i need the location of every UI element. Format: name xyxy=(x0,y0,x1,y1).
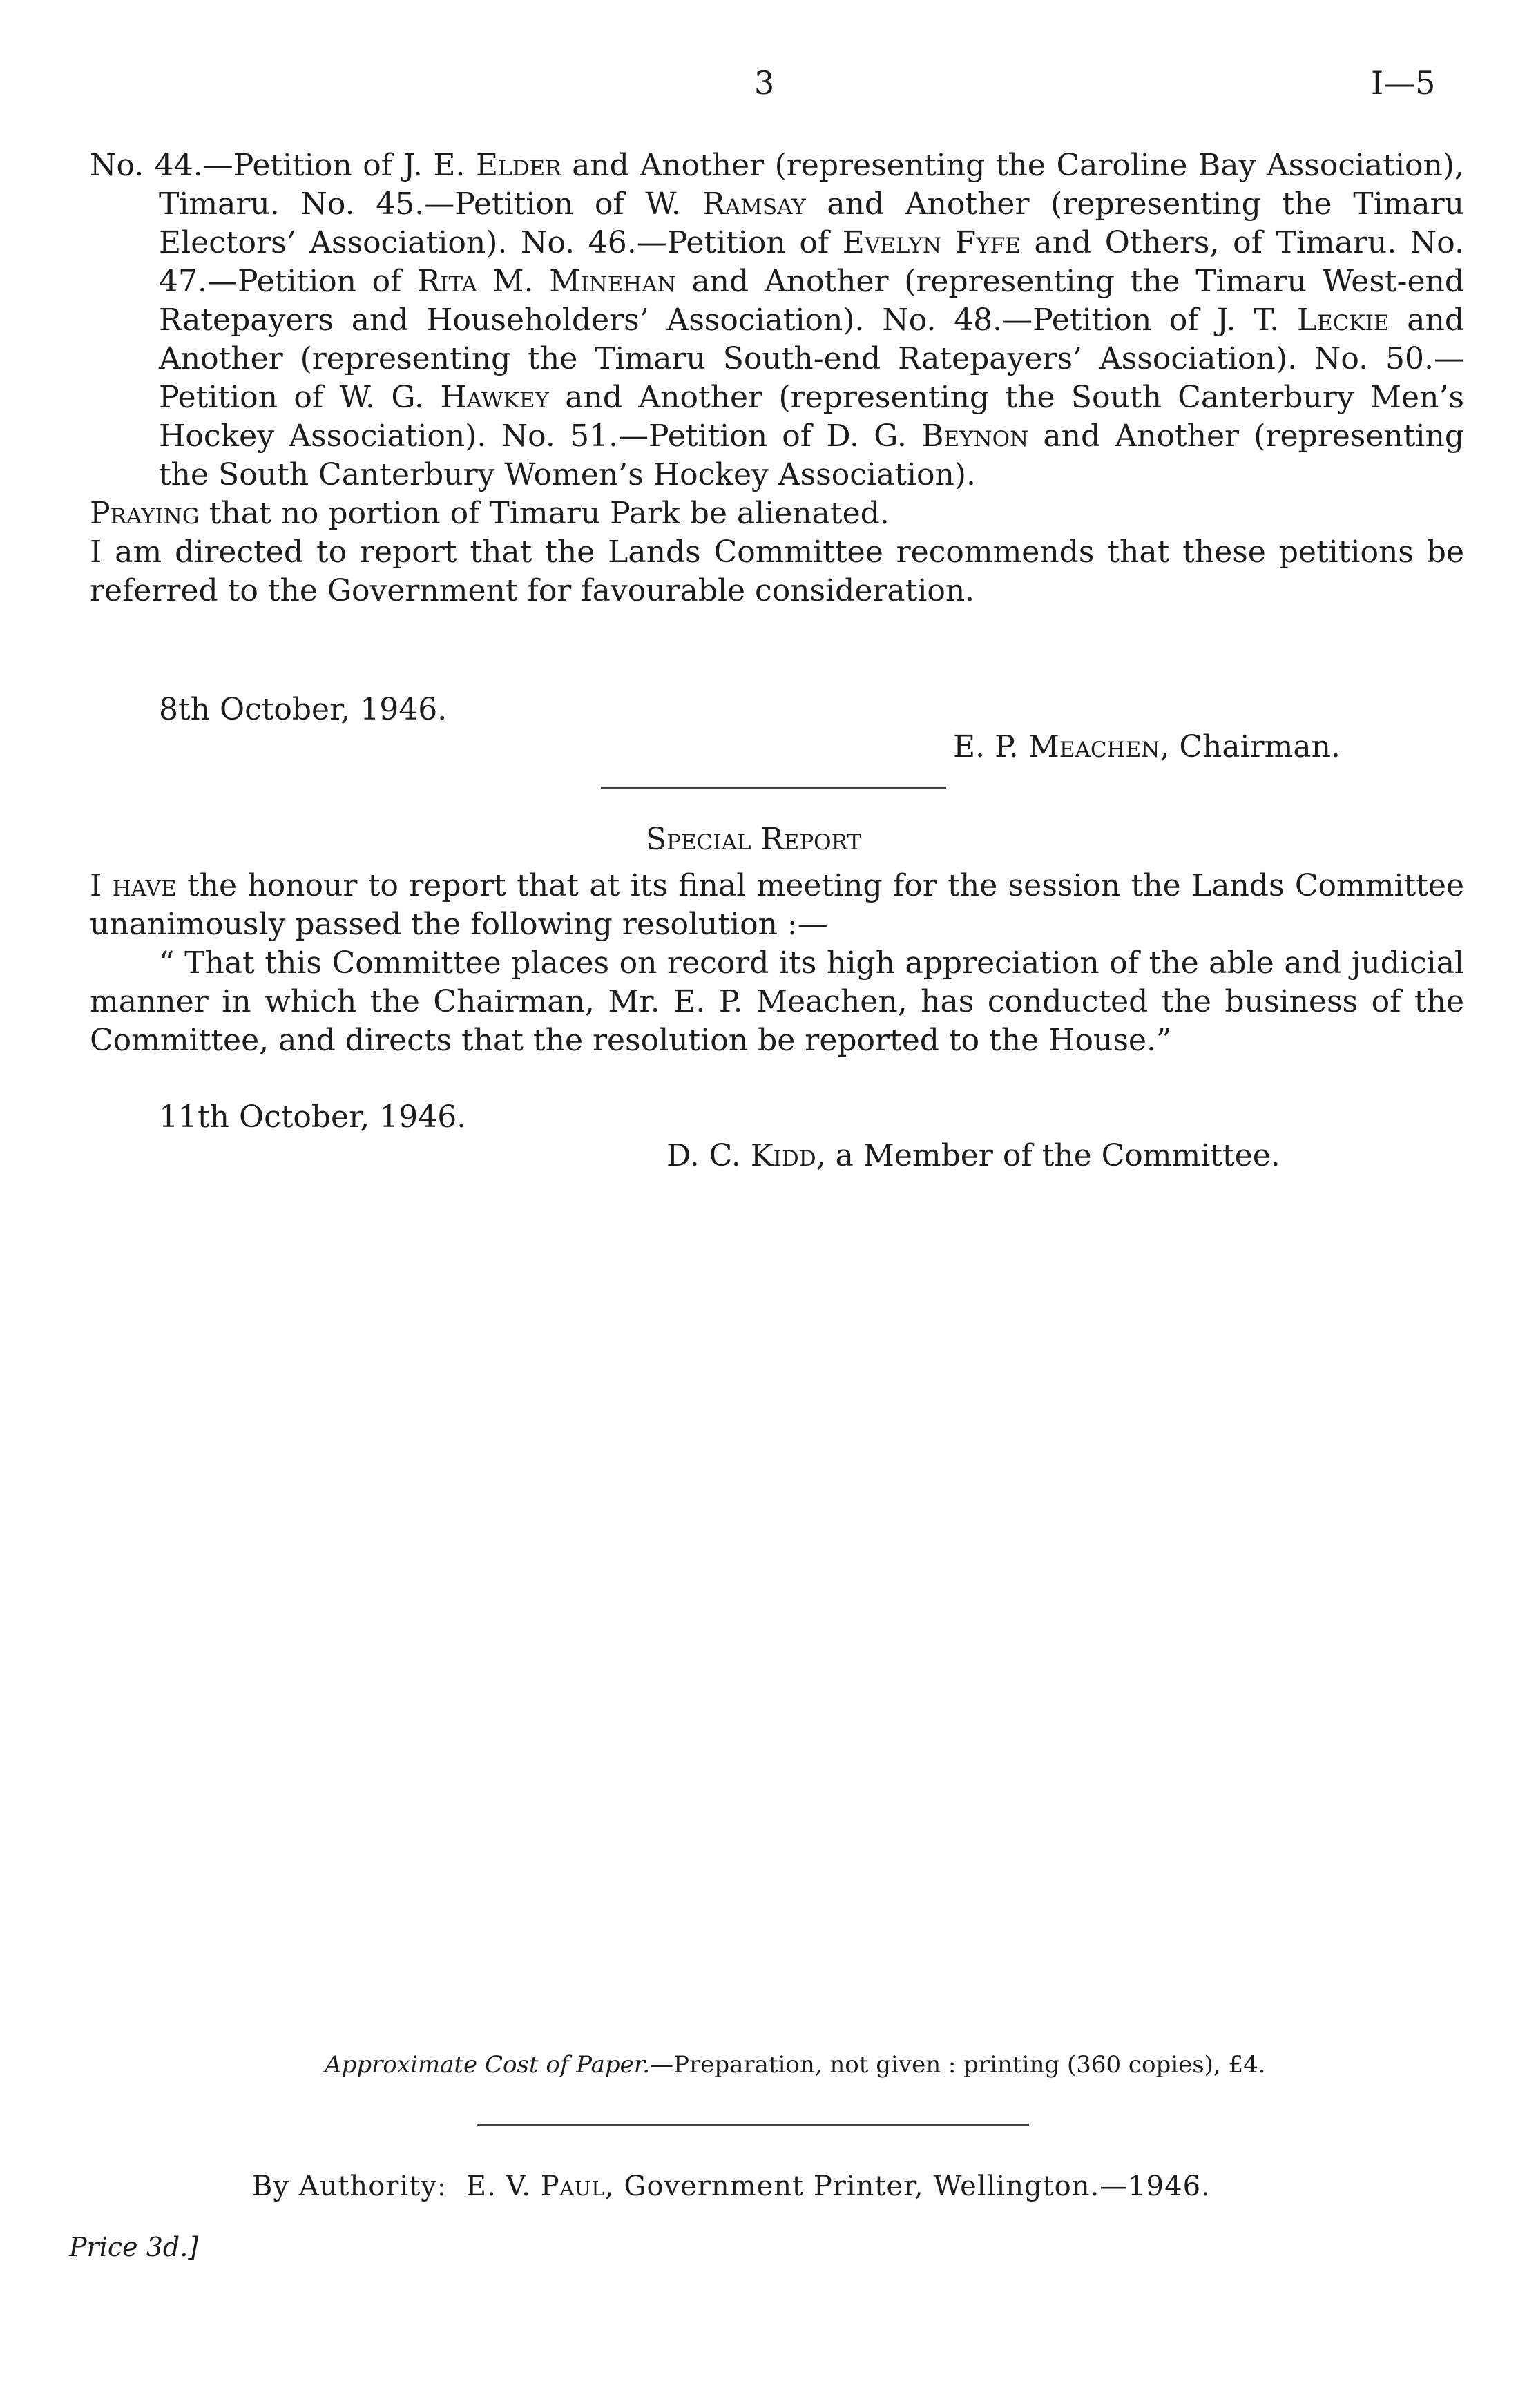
cost-of-paper xyxy=(325,2045,1266,2084)
resolution-text: “ That this Committee places on record its high appreciation of the able and judicial manner in which the Chairman, Mr. E. P. Meachen, has conducted the business of the Committee, and directs that the resolution be reported to the House.” xyxy=(90,945,1464,1058)
petition-text: and Another (representing the South Canterbury Women’s Hockey Association). xyxy=(159,418,1464,492)
printer-name: Paul xyxy=(540,2170,606,2202)
petition-text: and Another (representing the Timaru West-end Ratepayers and Householders’ Association). No. 48.—Petition of J. T. xyxy=(159,264,1465,338)
petitioner-name: Rita xyxy=(417,264,477,299)
price: Price 3d.] xyxy=(69,2232,199,2262)
petition-text: and Another (representing the Caroline Bay Association), Timaru. No. 45.—Petition of W. xyxy=(159,148,1465,222)
petitioner-name: Evelyn Fyfe xyxy=(842,225,1021,260)
petition-text: M. xyxy=(477,264,550,299)
petitioner-name: Ramsay xyxy=(702,186,806,222)
cost-label: Approximate Cost of Paper. xyxy=(325,2051,651,2079)
signature-role: , a Member of the Committee. xyxy=(816,1138,1280,1173)
committee-report-text: I am directed to report that the Lands Committee recommends that these petitions be referred to the Government for favourable consideration. xyxy=(90,534,1464,608)
authority-text: , Government Printer, Wellington.—1946. xyxy=(605,2170,1211,2202)
praying-lead: Praying xyxy=(90,496,200,531)
authority-line xyxy=(252,2167,1211,2206)
page-number: 3 xyxy=(754,64,775,102)
document-code: I—5 xyxy=(1371,64,1436,102)
petition-text: and Another (representing the South Canterbury Men’s Hockey Association). No. 51.—Petition of D. G. xyxy=(159,380,1464,454)
signature-initials: D. C. xyxy=(666,1138,751,1173)
member-signature xyxy=(666,1137,1280,1175)
petitions-list xyxy=(90,146,1464,494)
signature-initials: E. P. xyxy=(953,729,1028,764)
petition-text: and Another (representing the Timaru Electors’ Association). No. 46.—Petition of xyxy=(159,186,1465,260)
chairman-signature xyxy=(953,728,1341,767)
special-report-intro xyxy=(90,867,1464,944)
praying-text: that no portion of Timaru Park be alienated. xyxy=(199,496,890,531)
petition-text: and Others, of Timaru. No. 47.—Petition of xyxy=(159,225,1465,299)
petitioner-name: Hawkey xyxy=(440,380,549,415)
authority-initials: E. V. xyxy=(465,2170,541,2202)
intro-text: the honour to report that at its final meeting for the session the Lands Committee unanimously passed the following resolution :— xyxy=(90,868,1464,942)
authority-label: By Authority: xyxy=(252,2170,448,2202)
praying-clause xyxy=(90,494,1464,533)
petitioner-name: Leckie xyxy=(1296,302,1390,338)
signature-name: Meachen xyxy=(1028,729,1160,764)
section-divider xyxy=(601,787,946,789)
signature-name: Kidd xyxy=(750,1138,816,1173)
cost-text: —Preparation, not given : printing (360 copies), £4. xyxy=(650,2051,1266,2079)
report-date: 8th October, 1946. xyxy=(159,692,448,727)
petitioner-name: Elder xyxy=(476,148,561,183)
special-report-heading: Special Report xyxy=(646,822,862,857)
petitions-section xyxy=(90,146,1464,610)
signature-role: , Chairman. xyxy=(1160,729,1341,764)
petition-text: and Another (representing the Timaru South-end Ratepayers’ Association). No. 50.—Petition of W. G. xyxy=(159,302,1464,415)
petition-text: No. 44.—Petition of J. E. xyxy=(90,148,476,183)
special-report-date: 11th October, 1946. xyxy=(159,1099,467,1135)
petitioner-name: Minehan xyxy=(549,264,676,299)
special-report-section xyxy=(90,867,1464,1060)
intro-lead: I have xyxy=(90,868,177,903)
petitioner-name: Beynon xyxy=(921,418,1029,454)
footer-divider xyxy=(477,2124,1029,2126)
